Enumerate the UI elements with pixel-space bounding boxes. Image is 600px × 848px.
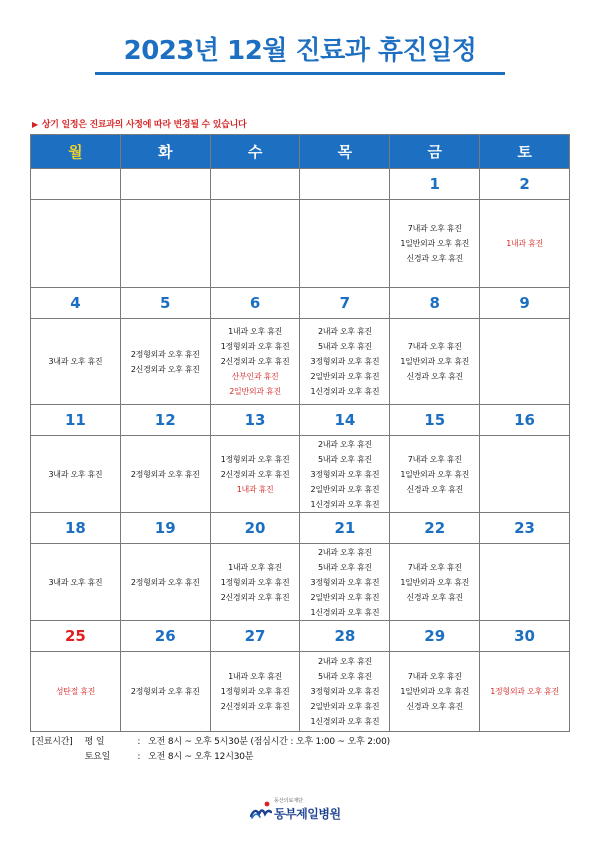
- date-cell: 30: [480, 621, 570, 652]
- closure-note: 1내과 오후 휴진: [228, 327, 282, 336]
- closure-note: 1정형외과 오후 휴진: [220, 454, 290, 464]
- schedule-cell: [390, 544, 480, 621]
- schedule-cell: [120, 652, 210, 732]
- date-cell: 28: [300, 621, 390, 652]
- date-cell: 7: [300, 288, 390, 319]
- date-cell: 26: [120, 621, 210, 652]
- date-cell: [210, 169, 300, 200]
- closure-note: 3정형외과 오후 휴진: [310, 577, 380, 587]
- schedule-cell: [210, 200, 300, 288]
- closure-note: 2내과 오후 휴진: [317, 657, 372, 666]
- closure-note: 3내과 오후 휴진: [48, 577, 103, 587]
- schedule-cell: [31, 436, 121, 513]
- schedule-row: [31, 319, 570, 405]
- closure-note: 1신경외과 오후 휴진: [310, 607, 380, 617]
- date-cell: 14: [300, 405, 390, 436]
- schedule-cell: [390, 652, 480, 732]
- closure-note: 1정형외과 오후 휴진: [220, 342, 290, 351]
- hospital-logo: [250, 797, 370, 823]
- closure-note: 신경과 오후 휴진: [406, 372, 463, 381]
- closure-note: 7내과 오후 휴진: [407, 224, 462, 233]
- hours-saturday-row: [32, 750, 390, 765]
- date-row: [31, 288, 570, 319]
- closure-note: 5내과 오후 휴진: [317, 454, 372, 464]
- closure-note: 3정형외과 오후 휴진: [310, 469, 380, 479]
- schedule-row: [31, 544, 570, 621]
- closure-note: 5내과 오후 휴진: [317, 562, 372, 572]
- closure-note: 7내과 오후 휴진: [407, 672, 462, 681]
- closure-note: 2정형외과 오후 휴진: [130, 687, 200, 696]
- calendar-body: [31, 169, 570, 732]
- hours-label: [진료시간]: [32, 737, 73, 747]
- closure-note: 3내과 오후 휴진: [48, 357, 103, 366]
- clinic-hours: [32, 735, 390, 765]
- closure-note: 2일반외과 오후 휴진: [310, 702, 380, 711]
- closure-note: 신경과 오후 휴진: [406, 254, 463, 263]
- closure-note: 2일반외과 오후 휴진: [310, 484, 380, 494]
- closure-note: 2일반외과 오후 휴진: [310, 372, 380, 381]
- schedule-cell: [300, 319, 390, 405]
- closure-note: 신경과 오후 휴진: [406, 702, 463, 711]
- notice-text: 상기 일정은 진료과의 사정에 따라 변경될 수 있습니다: [41, 120, 247, 130]
- closure-note: 1일반외과 오후 휴진: [400, 687, 470, 696]
- schedule-cell: [480, 319, 570, 405]
- schedule-cell: [31, 200, 121, 288]
- closure-note: 2일반외과 휴진: [229, 387, 281, 396]
- date-row: [31, 513, 570, 544]
- closure-note: 7내과 오후 휴진: [407, 454, 462, 464]
- date-row: [31, 169, 570, 200]
- closure-note: 1정형외과 오후 휴진: [220, 577, 290, 587]
- closure-note: 2내과 오후 휴진: [317, 327, 372, 336]
- date-cell: [120, 169, 210, 200]
- schedule-cell: [31, 319, 121, 405]
- schedule-cell: [120, 200, 210, 288]
- closure-note: 1신경외과 오후 휴진: [310, 499, 380, 509]
- logo-name: 동부제일병원: [274, 807, 341, 821]
- hours-colon: :: [137, 737, 141, 747]
- hours-colon: :: [137, 752, 141, 762]
- date-cell: 16: [480, 405, 570, 436]
- schedule-cell: [300, 200, 390, 288]
- date-cell: 19: [120, 513, 210, 544]
- date-cell: 15: [390, 405, 480, 436]
- schedule-cell: [300, 652, 390, 732]
- page-title: 2023년 12월 진료과 휴진일정: [123, 36, 477, 66]
- logo-subtitle: 동산의료재단: [274, 798, 303, 804]
- date-cell: 9: [480, 288, 570, 319]
- date-row: [31, 621, 570, 652]
- schedule-cell: [210, 319, 300, 405]
- weekday-header: 월: [31, 135, 121, 169]
- schedule-cell: [31, 544, 121, 621]
- closure-note: 2신경외과 오후 휴진: [220, 592, 290, 602]
- closure-note: 2정형외과 오후 휴진: [130, 349, 200, 359]
- schedule-cell: [300, 544, 390, 621]
- closure-note: 산부인과 휴진: [231, 372, 279, 381]
- closure-note: 2내과 오후 휴진: [317, 439, 372, 449]
- hospital-logo-icon: [250, 801, 272, 819]
- closure-note: 2일반외과 오후 휴진: [310, 592, 380, 602]
- closure-note: 1정형외과 오후 휴진: [220, 687, 290, 696]
- closure-note: 신경과 오후 휴진: [406, 484, 463, 494]
- closure-note: 1내과 오후 휴진: [228, 562, 282, 572]
- date-cell: 20: [210, 513, 300, 544]
- schedule-cell: [390, 200, 480, 288]
- date-cell: 4: [31, 288, 121, 319]
- schedule-cell: [210, 652, 300, 732]
- hours-weekday-row: [32, 735, 390, 750]
- schedule-row: [31, 652, 570, 732]
- closure-note: 3정형외과 오후 휴진: [310, 357, 380, 366]
- closure-note: 성탄절 휴진: [55, 687, 96, 696]
- closure-note: 1일반외과 오후 휴진: [400, 239, 470, 248]
- closure-note: 1일반외과 오후 휴진: [400, 357, 470, 366]
- date-cell: 23: [480, 513, 570, 544]
- closure-note: 2신경외과 오후 휴진: [220, 469, 290, 479]
- date-row: [31, 405, 570, 436]
- closure-note: 3정형외과 오후 휴진: [310, 687, 380, 696]
- hours-weekday-label: 평 일: [84, 737, 105, 747]
- date-cell: 27: [210, 621, 300, 652]
- closure-note: 신경과 오후 휴진: [406, 592, 463, 602]
- schedule-cell: [480, 652, 570, 732]
- hours-weekday-value: 오전 8시 ~ 오후 5시30분 (점심시간 : 오후 1:00 ~ 오후 2:00): [148, 737, 390, 747]
- weekday-header: 금: [390, 135, 480, 169]
- date-cell: 12: [120, 405, 210, 436]
- schedule-cell: [210, 544, 300, 621]
- date-cell: 1: [390, 169, 480, 200]
- weekday-header: 화: [120, 135, 210, 169]
- schedule-cell: [480, 544, 570, 621]
- hours-saturday-value: 오전 8시 ~ 오후 12시30분: [148, 752, 254, 762]
- closure-note: 2내과 오후 휴진: [317, 547, 372, 557]
- date-cell: 6: [210, 288, 300, 319]
- closure-note: 5내과 오후 휴진: [317, 342, 372, 351]
- schedule-row: [31, 200, 570, 288]
- closure-note: 1일반외과 오후 휴진: [400, 577, 470, 587]
- schedule-cell: [210, 436, 300, 513]
- closure-note: 2신경외과 오후 휴진: [220, 357, 290, 366]
- schedule-cell: [480, 200, 570, 288]
- schedule-cell: [120, 544, 210, 621]
- closure-note: 1내과 휴진: [506, 239, 543, 248]
- closure-note: 2정형외과 오후 휴진: [130, 577, 200, 587]
- closure-note: 7내과 오후 휴진: [407, 562, 462, 572]
- calendar-table: [30, 134, 570, 732]
- date-cell: 18: [31, 513, 121, 544]
- closure-note: 7내과 오후 휴진: [407, 342, 462, 351]
- notice: [32, 117, 246, 130]
- schedule-row: [31, 436, 570, 513]
- weekday-header-row: [31, 135, 570, 169]
- date-cell: 2: [480, 169, 570, 200]
- date-cell: [31, 169, 121, 200]
- closure-note: 1정형외과 오후 휴진: [490, 687, 559, 696]
- date-cell: 22: [390, 513, 480, 544]
- schedule-cell: [120, 319, 210, 405]
- closure-note: 1신경외과 오후 휴진: [310, 387, 380, 396]
- closure-note: 5내과 오후 휴진: [317, 672, 372, 681]
- weekday-header: 토: [480, 135, 570, 169]
- date-cell: 5: [120, 288, 210, 319]
- schedule-cell: [480, 436, 570, 513]
- closure-note: 2신경외과 오후 휴진: [130, 364, 200, 374]
- closure-note: 3내과 오후 휴진: [48, 469, 103, 479]
- weekday-header: 수: [210, 135, 300, 169]
- date-cell: 29: [390, 621, 480, 652]
- closure-note: 1일반외과 오후 휴진: [400, 469, 470, 479]
- schedule-cell: [31, 652, 121, 732]
- closure-note: 1내과 휴진: [236, 484, 274, 494]
- triangle-right-icon: ▶: [32, 120, 38, 129]
- schedule-cell: [390, 319, 480, 405]
- closure-note: 2신경외과 오후 휴진: [220, 702, 290, 711]
- date-cell: 11: [31, 405, 121, 436]
- date-cell: 8: [390, 288, 480, 319]
- title-underline: [95, 72, 505, 75]
- date-cell: 13: [210, 405, 300, 436]
- date-cell: 21: [300, 513, 390, 544]
- closure-note: 2정형외과 오후 휴진: [130, 469, 200, 479]
- schedule-cell: [390, 436, 480, 513]
- date-cell: 25: [31, 621, 121, 652]
- schedule-cell: [120, 436, 210, 513]
- closure-note: 1내과 오후 휴진: [228, 672, 282, 681]
- closure-note: 1신경외과 오후 휴진: [310, 717, 380, 726]
- date-cell: [300, 169, 390, 200]
- schedule-cell: [300, 436, 390, 513]
- hours-saturday-label: 토요일: [84, 752, 111, 762]
- weekday-header: 목: [300, 135, 390, 169]
